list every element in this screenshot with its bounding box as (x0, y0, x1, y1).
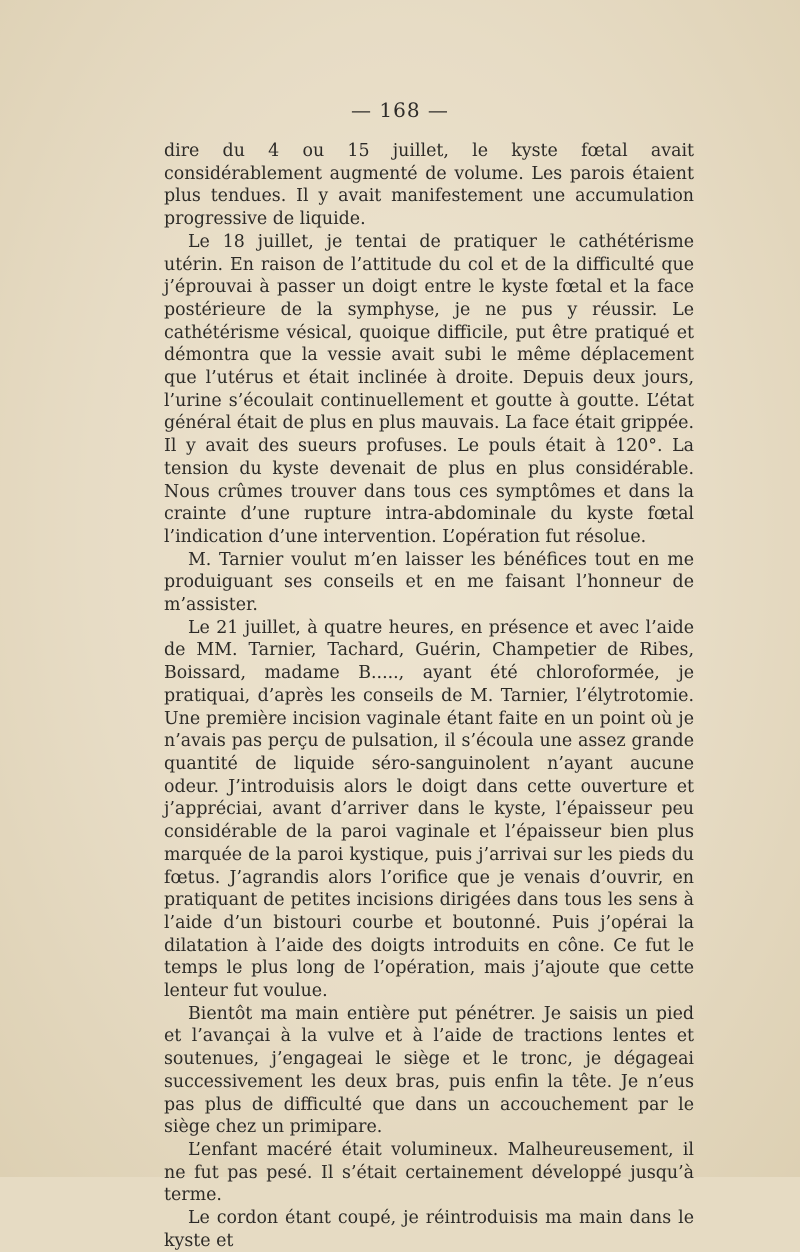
paragraph-3: M. Tarnier voulut m’en laisser les bénéfices tout en me produiguant ses conseils et en me faisant l’honneur de m’assister. (164, 549, 694, 616)
paragraph-7: Le cordon étant coupé, je réintroduisis ma main dans le kyste et (164, 1208, 694, 1251)
page-number: — 168 — (351, 98, 449, 122)
paragraph-4: Le 21 juillet, à quatre heures, en présence et avec l’aide de MM. Tarnier, Tachard, Guérin, Champetier de Ribes, Boissard, madame B....., ayant été chloroformée, je pratiquai, d’après les conseils de M. Tarnier, l’élytrotomie. Une première incision vaginale étant faite en un point où je n’avais pas perçu de pulsation, il s’écoula une assez grande quantité de liquide séro-sanguinolent n’ayant aucune odeur. J’introduisis alors le doigt dans cette ouverture et j’appréciai, avant d’arriver dans le kyste, l’épaisseur peu considérable de la paroi vaginale et l’épaisseur bien plus marquée de la paroi kystique, puis j’arrivai sur les pieds du fœtus. J’agrandis alors l’orifice que je venais d’ouvrir, en pratiquant de petites incisions dirigées dans tous les sens à l’aide d’un bistouri courbe et boutonné. Puis j’opérai la dilatation à l’aide des doigts introduits en cône. Ce fut le temps le plus long de l’opération, mais j’ajoute que cette lenteur fut voulue. (164, 617, 694, 1002)
paragraph-6: L’enfant macéré était volumineux. Malheureusement, il ne fut pas pesé. Il s’était certainement développé jusqu’à terme. (164, 1139, 694, 1206)
paragraph-1: dire du 4 ou 15 juillet, le kyste fœtal avait considérablement augmenté de volume. Les parois étaient plus tendues. Il y avait manifestement une accumulation progressive de liquide. (164, 141, 694, 230)
paragraph-2: Le 18 juillet, je tentai de pratiquer le cathétérisme utérin. En raison de l’attitude du col et de la difficulté que j’éprouvai à passer un doigt entre le kyste fœtal et la face postérieure de la symphyse, je ne pus y réussir. Le cathétérisme vésical, quoique difficile, put être pratiqué et démontra que la vessie avait subi le même déplacement que l’utérus et était inclinée à droite. Depuis deux jours, l’urine s’écoulait continuellement et goutte à goutte. L’état général était de plus en plus mauvais. La face était grippée. Il y avait des sueurs profuses. Le pouls était à 120°. La tension du kyste devenait de plus en plus considérable. Nous crûmes trouver dans tous ces symptômes et dans la crainte d’une rupture intra-abdominale du kyste fœtal l’indication d’une intervention. L’opération fut résolue. (164, 231, 694, 547)
body-text (164, 140, 694, 1252)
paragraph-5: Bientôt ma main entière put pénétrer. Je saisis un pied et l’avançai à la vulve et à l’aide de tractions lentes et soutenues, j’engageai le siège et le tronc, je dégageai successivement les deux bras, puis enfin la tête. Je n’eus pas plus de difficulté que dans un accouchement par le siège chez un primipare. (164, 1003, 694, 1138)
